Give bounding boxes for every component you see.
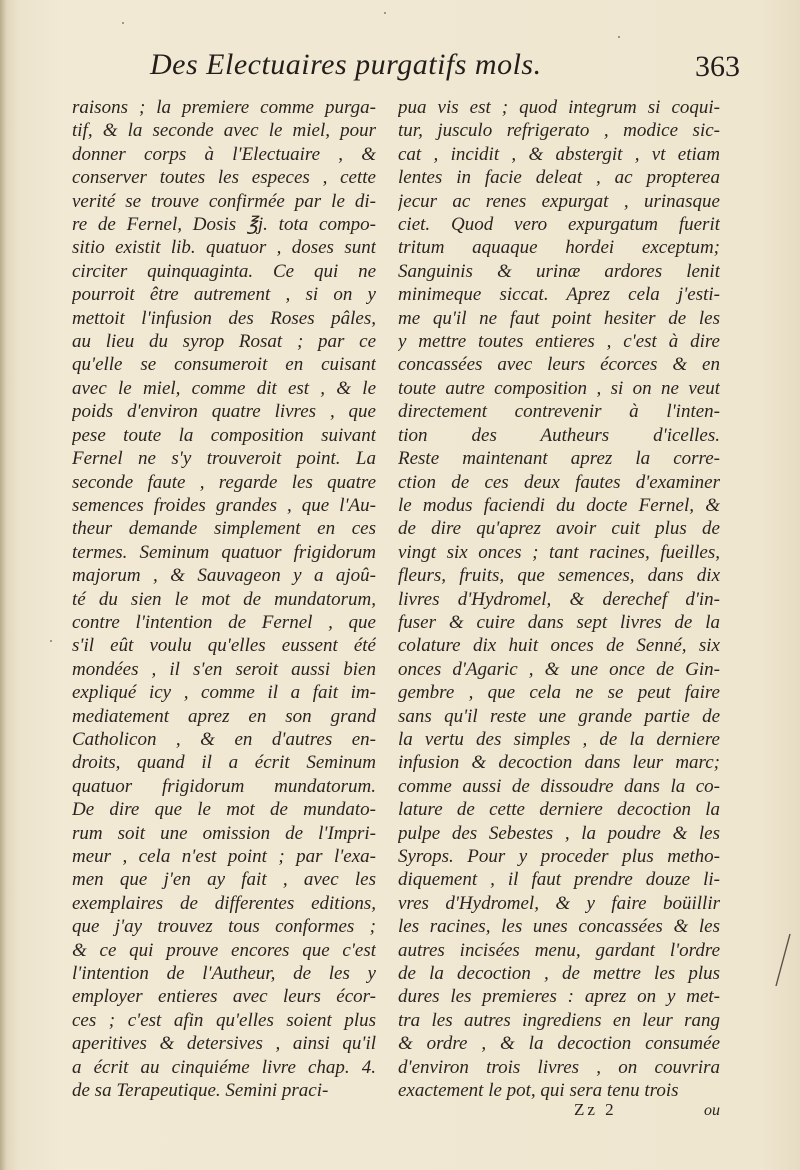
text-line: que j'ay trouvez tous conformes ; <box>72 916 376 938</box>
page-footer <box>398 1100 720 1124</box>
paper-speck <box>122 22 124 24</box>
text-line: vingt six onces ; tant racines, fueilles, <box>398 541 720 563</box>
running-title: Des Electuaires purgatifs mols. <box>150 48 542 81</box>
right-text-column <box>398 96 720 1102</box>
text-line: droits, quand il a écrit Seminum <box>72 752 376 774</box>
text-line: les racines, les unes concassées & les <box>398 916 720 938</box>
text-line: de sa Terapeutique. Semini praci- <box>72 1080 329 1102</box>
text-line: onces d'Agaric , & une once de Gin- <box>398 658 720 680</box>
text-line: concassées avec leurs écorces & en <box>398 354 720 376</box>
text-line: termes. Seminum quatuor frigidorum <box>72 541 376 563</box>
text-line: theur demande simplement en ces <box>72 518 376 540</box>
text-line: qu'elle se consumeroit en cuisant <box>72 354 376 376</box>
text-line: pua vis est ; quod integrum si coqui- <box>398 97 720 118</box>
left-text-column <box>72 96 376 1102</box>
text-line: tif, & la seconde avec le miel, pour <box>72 120 376 142</box>
paper-speck <box>618 36 620 38</box>
text-line: exemplaires de differentes editions, <box>72 892 376 914</box>
text-line: le modus faciendi du docte Fernel, & <box>398 494 720 516</box>
text-line: circiter quinquaginta. Ce qui ne <box>72 260 376 282</box>
text-line: & ce qui prouve encores que c'est <box>72 939 376 961</box>
text-line: infusion & decoction dans leur marc; <box>398 752 720 774</box>
text-line: fleurs, fruits, que semences, dans dix <box>398 565 720 587</box>
page-number: 363 <box>695 50 740 83</box>
text-line: me qu'il ne faut point hesiter de les <box>398 307 720 329</box>
text-line: tritum aquaque hordei exceptum; <box>398 237 720 259</box>
paper-speck <box>50 640 52 642</box>
text-line: au lieu du syrop Rosat ; par ce <box>72 331 376 353</box>
text-line: raisons ; la premiere comme purga- <box>72 97 376 118</box>
text-line: mondées , il s'en seroit aussi bien <box>72 658 376 680</box>
text-line: pourroit être autrement , si on y <box>72 284 376 306</box>
text-line: quatuor frigidorum mundatorum. <box>72 775 376 797</box>
text-line: jecur ac renes expurgat , urinasque <box>398 190 720 212</box>
text-line: lentes in facie deleat , ac propterea <box>398 167 720 189</box>
text-line: té du sien le mot de mundatorum, <box>72 588 376 610</box>
text-line: contre l'intention de Fernel , que <box>72 611 376 633</box>
text-line: ces ; c'est afin qu'elles soient plus <box>72 1009 376 1031</box>
text-line: de la decoction , de mettre les plus <box>398 963 720 985</box>
signature-mark: Zz 2 <box>574 1100 617 1119</box>
text-line: s'il eût voulu qu'elles eussent été <box>72 635 376 657</box>
text-line: meur , cela n'est point ; par l'exa- <box>72 846 376 867</box>
text-line: minimeque siccat. Aprez cela j'esti- <box>398 284 720 306</box>
text-line: d'environ trois livres , on couvrira <box>398 1056 720 1078</box>
text-line: majorum , & Sauvageon y a ajoû- <box>72 565 376 587</box>
text-line: tra les autres ingrediens en leur rang <box>398 1009 720 1031</box>
text-line: colature dix huit onces de Senné, six <box>398 635 720 657</box>
text-line: Fernel ne s'y trouveroit point. La <box>72 448 376 470</box>
text-line: rum soit une omission de l'Impri- <box>72 822 376 844</box>
text-line: directement contrevenir à l'inten- <box>398 401 720 423</box>
text-line: ciet. Quod vero expurgatum fuerit <box>398 214 720 236</box>
text-line: semences froides grandes , que l'Au- <box>72 494 376 516</box>
text-line: toute autre composition , si on ne veut <box>398 377 720 399</box>
text-line: avec le miel, comme dit est , & le <box>72 377 376 399</box>
text-line: pulpe des Sebestes , la poudre & les <box>398 822 720 844</box>
text-line: men que j'en ay fait , avec les <box>72 869 376 891</box>
text-line: fuser & cuire dans sept livres de la <box>398 611 720 633</box>
text-line: & ordre , & la decoction consumée <box>398 1033 720 1055</box>
text-line: tur, jusculo refrigerato , modice sic- <box>398 120 720 142</box>
text-line: employer entieres avec leurs écor- <box>72 986 376 1008</box>
text-line: tion des Autheurs d'icelles. <box>398 424 720 446</box>
catchword: ou <box>704 1102 720 1119</box>
paper-speck <box>384 12 386 14</box>
text-line: exactement le pot, qui sera tenu trois <box>398 1080 679 1102</box>
text-line: donner corps à l'Electuaire , & <box>72 143 376 165</box>
text-line: De dire que le mot de mundato- <box>72 799 376 821</box>
text-line: l'intention de l'Autheur, de les y <box>72 963 376 985</box>
text-line: lature de cette derniere decoction la <box>398 799 720 821</box>
text-line: pese toute la composition suivant <box>72 424 376 446</box>
page-header <box>140 42 740 92</box>
text-line: mettoit l'infusion des Roses pâles, <box>72 307 376 329</box>
text-line: verité se trouve confirmée par le di- <box>72 190 376 212</box>
text-line: diquement , il faut prendre douze li- <box>398 869 720 891</box>
text-line: la vertu des simples , de la derniere <box>398 728 720 750</box>
text-line: Reste maintenant aprez la corre- <box>398 448 720 470</box>
text-line: expliqué icy , comme il a fait im- <box>72 682 376 704</box>
page-gutter-shadow <box>0 0 6 1170</box>
text-line: mediatement aprez en son grand <box>72 705 376 727</box>
text-line: Catholicon , & en d'autres en- <box>72 728 376 750</box>
text-line: sitio existit lib. quatuor , doses sunt <box>72 237 376 259</box>
text-line: aperitives & detersives , ainsi qu'il <box>72 1033 376 1055</box>
text-line: poids d'environ quatre livres , que <box>72 401 376 423</box>
text-line: seconde faute , regarde les quatre <box>72 471 376 493</box>
text-line: re de Fernel, Dosis ℥j. tota compo- <box>72 214 376 236</box>
text-line: vres d'Hydromel, & y faire boüillir <box>398 892 720 914</box>
margin-pencil-mark <box>768 930 798 990</box>
text-line: y mettre toutes entieres , c'est à dire <box>398 331 720 353</box>
text-line: sans qu'il reste une grande partie de <box>398 705 720 727</box>
text-line: cat , incidit , & abstergit , vt etiam <box>398 143 720 165</box>
text-line: de dire qu'aprez avoir cuit plus de <box>398 518 720 540</box>
text-line: conserver toutes les especes , cette <box>72 167 376 189</box>
text-line: ction de ces deux fautes d'examiner <box>398 471 720 493</box>
text-line: comme aussi de dissoudre dans la co- <box>398 775 720 797</box>
text-line: livres d'Hydromel, & derechef d'in- <box>398 588 720 610</box>
text-line: autres incisées menu, gardant l'ordre <box>398 939 720 961</box>
text-line: gembre , que cela ne se peut faire <box>398 682 720 704</box>
text-line: dures les premieres : aprez on y met- <box>398 986 720 1008</box>
text-line: Sanguinis & urinæ ardores lenit <box>398 260 720 282</box>
text-line: a écrit au cinquiéme livre chap. 4. <box>72 1056 376 1078</box>
text-line: Syrops. Pour y proceder plus metho- <box>398 846 720 867</box>
